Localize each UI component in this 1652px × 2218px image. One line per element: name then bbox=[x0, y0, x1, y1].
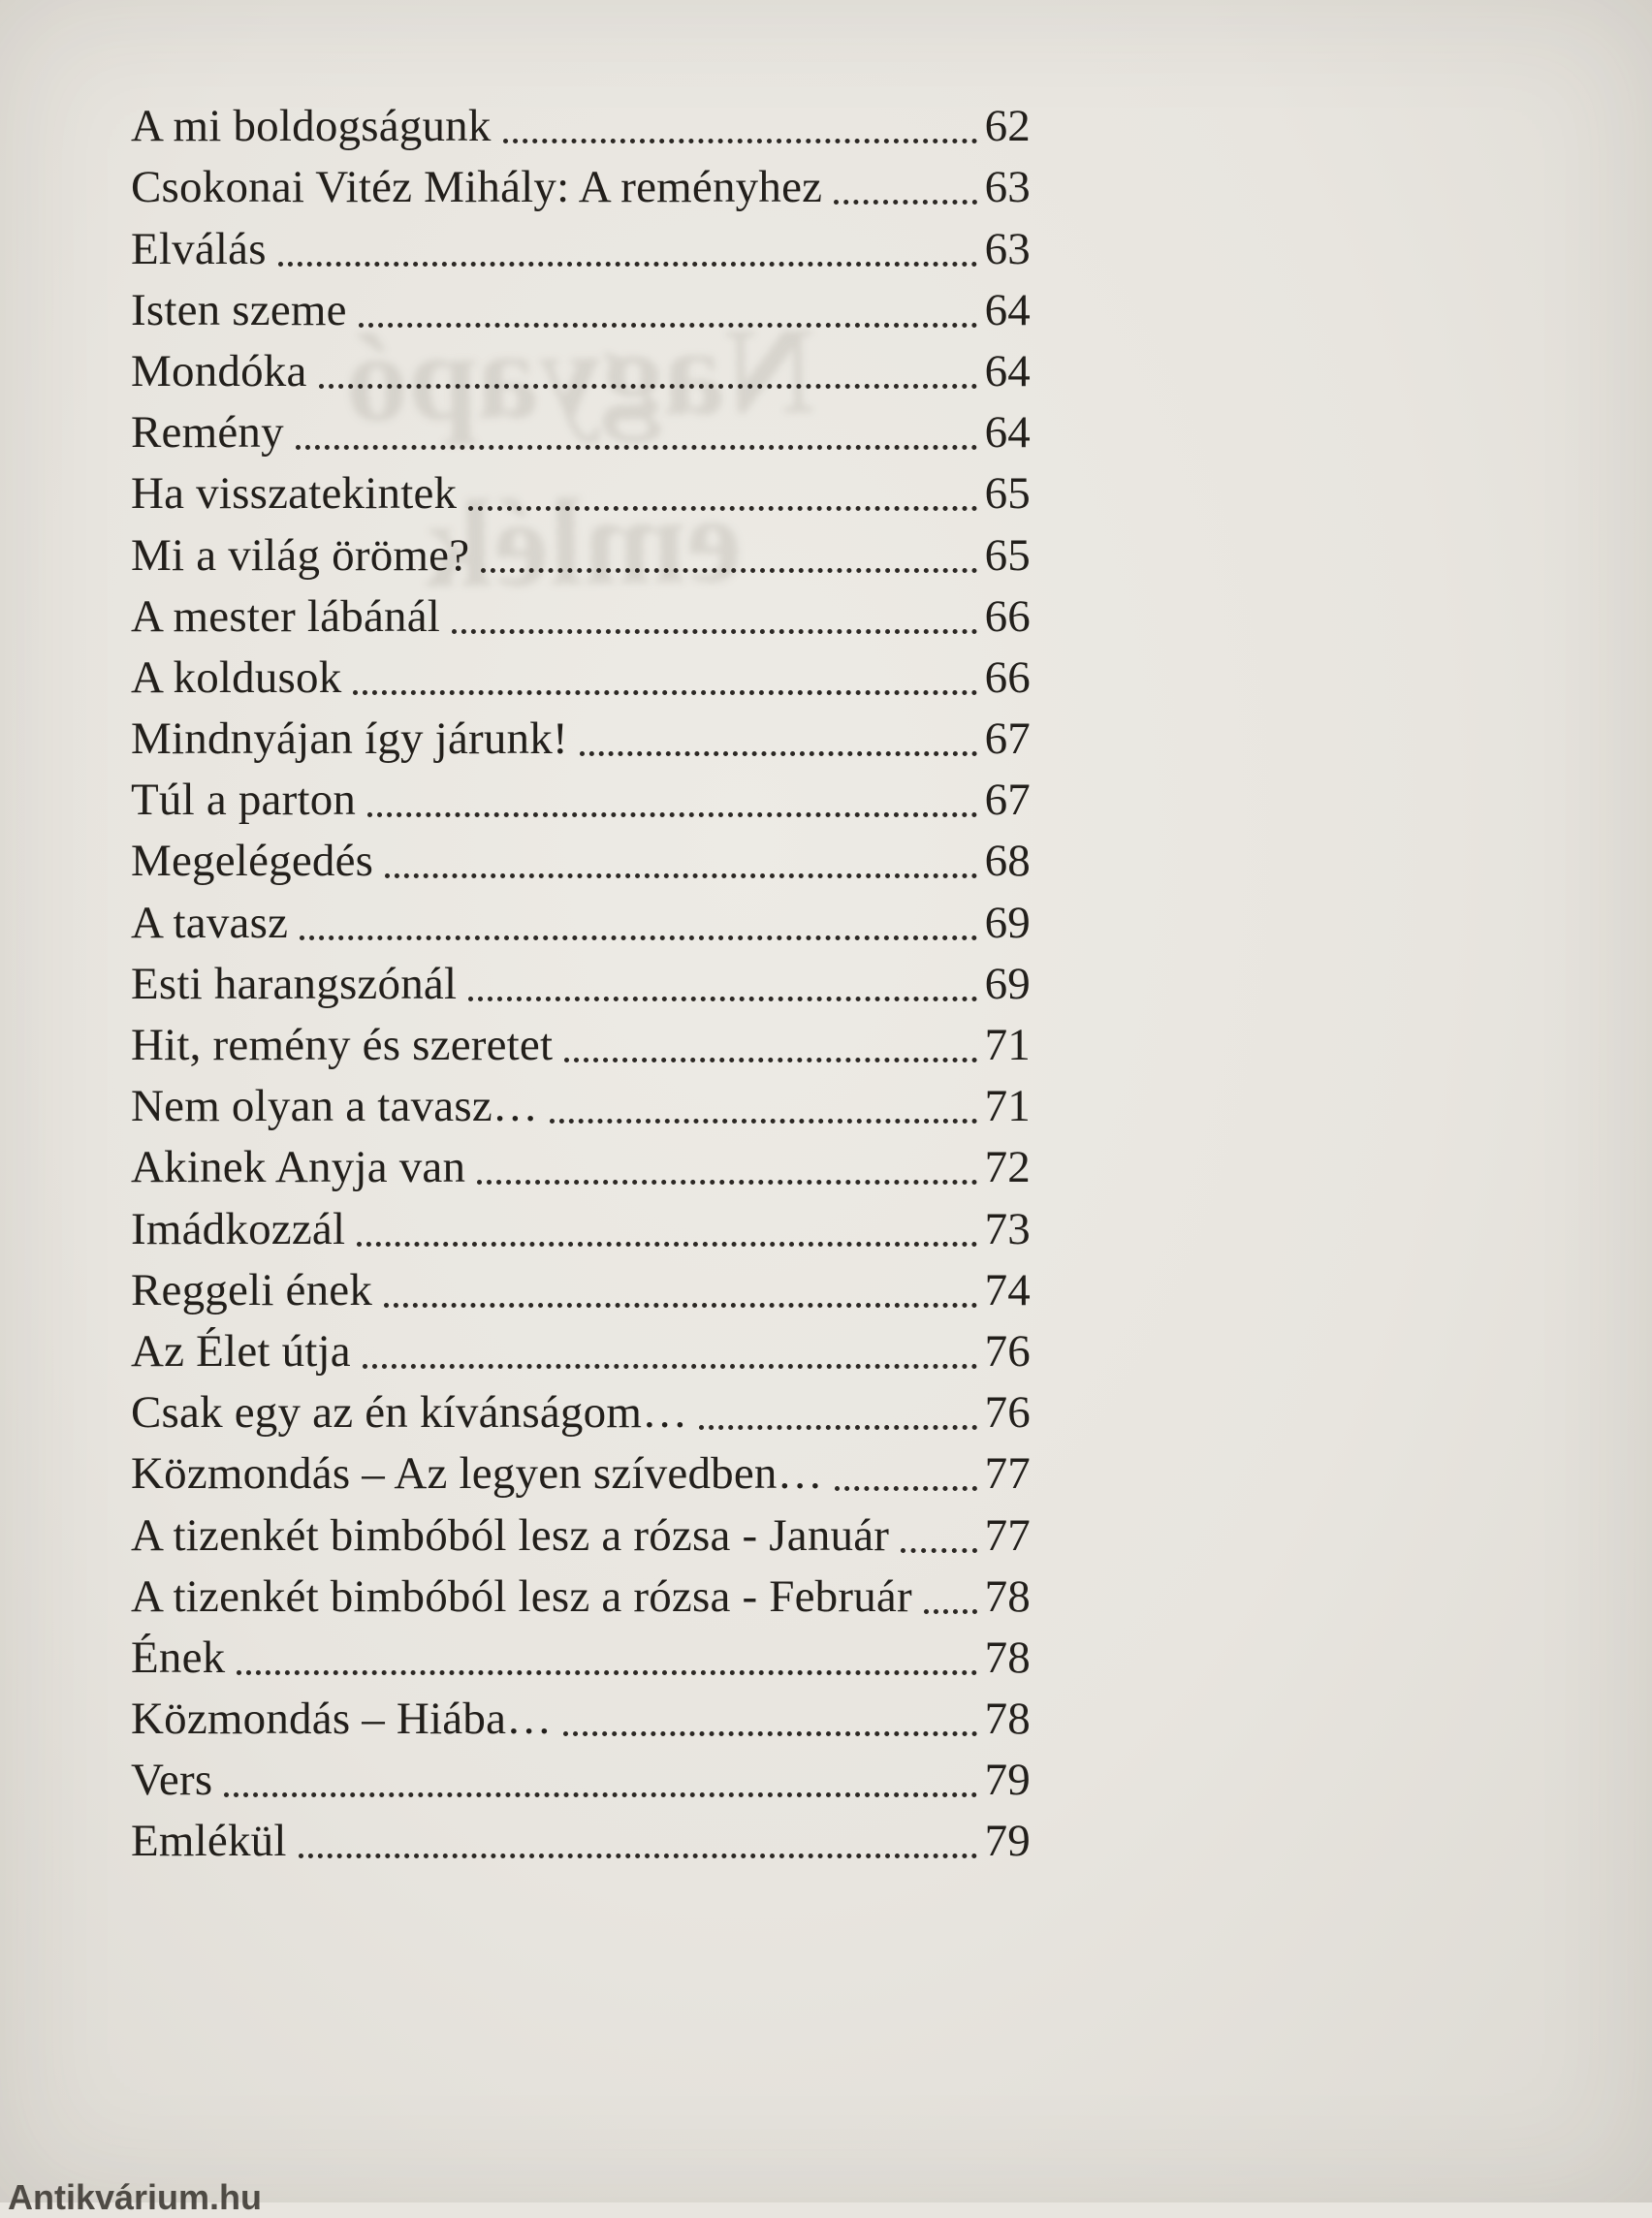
dot-leader bbox=[359, 323, 977, 328]
toc-entry bbox=[131, 1562, 1031, 1623]
toc-entry-page: 67 bbox=[984, 775, 1031, 826]
toc-entry-page: 78 bbox=[984, 1694, 1031, 1745]
toc-entry-title: Túl a parton bbox=[131, 775, 357, 826]
dot-leader bbox=[278, 262, 977, 267]
dot-leader bbox=[300, 935, 976, 940]
toc-entry-page: 76 bbox=[984, 1325, 1031, 1377]
toc-entry-page: 66 bbox=[984, 651, 1031, 703]
toc-entry-title: Csokonai Vitéz Mihály: A reményhez bbox=[131, 162, 823, 213]
dot-leader bbox=[503, 139, 977, 143]
toc-entry-page: 78 bbox=[984, 1570, 1031, 1622]
toc-entry bbox=[131, 704, 1031, 765]
dot-leader bbox=[224, 1792, 976, 1797]
toc-entry-page: 71 bbox=[984, 1020, 1031, 1070]
toc-entry bbox=[131, 1684, 1031, 1745]
antikvarium-watermark: Antikvárium.hu bbox=[8, 2177, 263, 2217]
bleedthrough-line: emlék bbox=[423, 469, 744, 614]
toc-entry-title: Emlékül bbox=[131, 1816, 287, 1867]
dot-leader bbox=[550, 1119, 976, 1124]
toc-entry-page: 69 bbox=[984, 897, 1031, 948]
dot-leader bbox=[385, 873, 976, 878]
dot-leader bbox=[924, 1609, 977, 1614]
bleedthrough-line: Nagyapó bbox=[344, 301, 816, 448]
toc-entry-title: A koldusok bbox=[131, 651, 342, 703]
toc-entry bbox=[131, 1439, 1031, 1500]
toc-entry-title: Nem olyan a tavasz… bbox=[131, 1081, 539, 1132]
toc-entry-page: 68 bbox=[984, 836, 1031, 887]
toc-entry bbox=[131, 582, 1031, 643]
toc-entry-title: A tizenkét bimbóból lesz a rózsa - Január bbox=[131, 1509, 890, 1561]
toc-entry-title: Akinek Anyja van bbox=[131, 1142, 466, 1193]
toc-entry-title: Ha visszatekintek bbox=[131, 468, 458, 520]
toc-entry bbox=[131, 1623, 1031, 1684]
toc-entry bbox=[131, 1010, 1031, 1071]
toc-entry-title: Remény bbox=[131, 407, 284, 459]
toc-entry bbox=[131, 1806, 1031, 1867]
dot-leader bbox=[237, 1670, 976, 1675]
toc-entry bbox=[131, 275, 1031, 336]
toc-entry-page: 69 bbox=[984, 958, 1031, 1009]
toc-entry-title: Közmondás – Hiába… bbox=[131, 1694, 553, 1745]
toc-entry-title: Imádkozzál bbox=[131, 1203, 346, 1254]
toc-entry-title: A mester lábánál bbox=[131, 590, 441, 642]
toc-entry bbox=[131, 336, 1031, 397]
dot-leader bbox=[367, 812, 976, 817]
toc-entry-title: Esti harangszónál bbox=[131, 958, 458, 1009]
toc-entry-page: 65 bbox=[984, 529, 1031, 581]
toc-entry-title: Ének bbox=[131, 1632, 226, 1683]
toc-entry-title: Mindnyájan így járunk! bbox=[131, 713, 568, 765]
toc-entry-title: A tavasz bbox=[131, 897, 289, 948]
dot-leader bbox=[452, 629, 977, 634]
toc-entry bbox=[131, 397, 1031, 459]
dot-leader bbox=[319, 384, 977, 389]
toc-entry-page: 62 bbox=[984, 101, 1031, 152]
toc-entry-page: 71 bbox=[984, 1081, 1031, 1132]
toc-entry-title: Elválás bbox=[131, 223, 267, 274]
toc-entry-title: Csak egy az én kívánságom… bbox=[131, 1387, 688, 1439]
dot-leader bbox=[299, 1854, 977, 1858]
toc-entry-page: 74 bbox=[984, 1264, 1031, 1315]
toc-entry-title: Mi a világ öröme? bbox=[131, 529, 470, 581]
dot-leader bbox=[363, 1364, 977, 1369]
toc-entry-title: Vers bbox=[131, 1755, 213, 1806]
table-of-contents bbox=[131, 91, 1031, 1867]
toc-entry-page: 64 bbox=[984, 407, 1031, 459]
toc-entry bbox=[131, 1132, 1031, 1193]
toc-entry bbox=[131, 91, 1031, 152]
toc-entry-page: 73 bbox=[984, 1203, 1031, 1254]
toc-entry bbox=[131, 1071, 1031, 1132]
dot-leader bbox=[353, 690, 976, 695]
toc-entry bbox=[131, 520, 1031, 581]
toc-entry bbox=[131, 949, 1031, 1010]
toc-entry bbox=[131, 1500, 1031, 1561]
dot-leader bbox=[477, 1180, 976, 1185]
toc-entry-title: Megelégedés bbox=[131, 836, 374, 887]
toc-entry-page: 67 bbox=[984, 713, 1031, 765]
dot-leader bbox=[699, 1425, 976, 1430]
dot-leader bbox=[296, 445, 977, 450]
dot-leader bbox=[834, 200, 976, 205]
dot-leader bbox=[384, 1303, 977, 1308]
toc-entry bbox=[131, 887, 1031, 948]
dot-leader bbox=[468, 506, 976, 511]
toc-entry-title: Az Élet útja bbox=[131, 1325, 351, 1377]
toc-entry-page: 77 bbox=[984, 1448, 1031, 1500]
dot-leader bbox=[481, 568, 976, 573]
toc-entry-title: Mondóka bbox=[131, 345, 307, 396]
toc-entry bbox=[131, 1193, 1031, 1254]
toc-entry bbox=[131, 765, 1031, 826]
toc-entry-title: Isten szeme bbox=[131, 284, 347, 335]
toc-entry-page: 76 bbox=[984, 1387, 1031, 1439]
dot-leader bbox=[580, 751, 977, 756]
dot-leader bbox=[901, 1548, 976, 1553]
toc-entry bbox=[131, 213, 1031, 274]
toc-entry-title: Reggeli ének bbox=[131, 1264, 373, 1315]
toc-entry bbox=[131, 643, 1031, 704]
toc-entry-page: 65 bbox=[984, 468, 1031, 520]
toc-entry-page: 72 bbox=[984, 1142, 1031, 1193]
toc-entry bbox=[131, 459, 1031, 520]
toc-entry-page: 64 bbox=[984, 345, 1031, 396]
dot-leader bbox=[564, 1058, 976, 1062]
toc-entry-title: A mi boldogságunk bbox=[131, 101, 492, 152]
toc-entry bbox=[131, 1255, 1031, 1316]
toc-entry-title: Hit, remény és szeretet bbox=[131, 1020, 554, 1070]
toc-entry-page: 79 bbox=[984, 1755, 1031, 1806]
toc-entry bbox=[131, 826, 1031, 887]
toc-entry-page: 66 bbox=[984, 590, 1031, 642]
toc-entry-page: 63 bbox=[984, 162, 1031, 213]
toc-entry-page: 63 bbox=[984, 223, 1031, 274]
toc-entry-page: 79 bbox=[984, 1816, 1031, 1867]
toc-entry-title: A tizenkét bimbóból lesz a rózsa - Február bbox=[131, 1570, 912, 1622]
dot-leader bbox=[357, 1242, 976, 1247]
toc-entry bbox=[131, 1316, 1031, 1378]
toc-entry bbox=[131, 1745, 1031, 1806]
dot-leader bbox=[468, 997, 976, 1001]
toc-entry-page: 77 bbox=[984, 1509, 1031, 1561]
toc-entry bbox=[131, 152, 1031, 213]
dot-leader bbox=[563, 1731, 976, 1736]
toc-entry-title: Közmondás – Az legyen szívedben… bbox=[131, 1448, 823, 1500]
toc-entry bbox=[131, 1378, 1031, 1439]
toc-entry-page: 78 bbox=[984, 1632, 1031, 1683]
dot-leader bbox=[835, 1486, 977, 1491]
toc-entry-page: 64 bbox=[984, 284, 1031, 335]
